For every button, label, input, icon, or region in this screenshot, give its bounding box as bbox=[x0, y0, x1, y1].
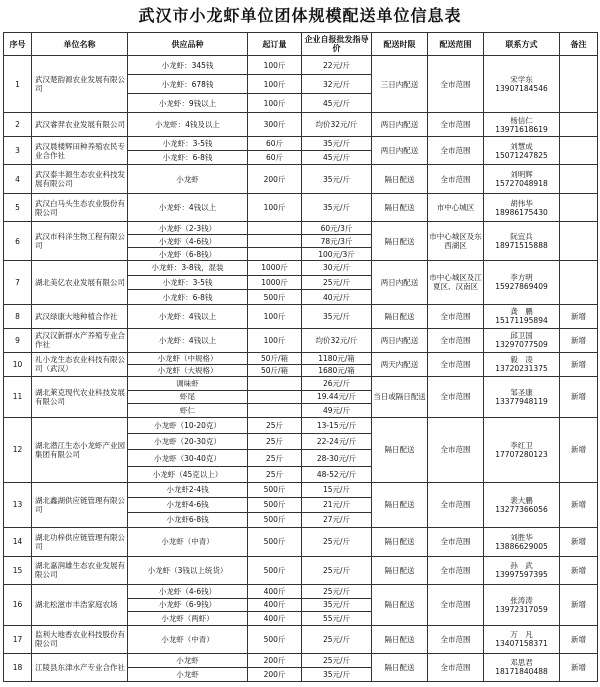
delivery-range-cell: 市中心城区及东西湖区 bbox=[428, 222, 484, 261]
company-name-cell: 礼小龙生态农业科技有限公司（武汉） bbox=[32, 352, 128, 376]
variety-cell: 小龙虾：678钱 bbox=[128, 75, 248, 94]
variety-cell: 小龙虾（6-9钱） bbox=[128, 598, 248, 612]
delivery-range-cell: 全市范围 bbox=[428, 56, 484, 113]
price-cell: 22-24元/斤 bbox=[302, 434, 372, 450]
header-row bbox=[4, 33, 598, 56]
company-name-cell: 湖北功梓供应链管理有限公司 bbox=[32, 527, 128, 556]
contact-cell: 龚 鹏 15171195894 bbox=[484, 304, 560, 328]
variety-cell: 小龙虾：4钱以上 bbox=[128, 328, 248, 352]
variety-cell: 小龙虾2-4钱 bbox=[128, 482, 248, 497]
note-cell: 新增 bbox=[560, 625, 598, 653]
note-cell: 新增 bbox=[560, 304, 598, 328]
table-row bbox=[4, 584, 598, 598]
company-name-cell: 武汉楚韵源农业发展有限公司 bbox=[32, 56, 128, 113]
price-cell: 13-15元/斤 bbox=[302, 417, 372, 433]
contact-cell: 胡伟华 18986175430 bbox=[484, 194, 560, 222]
min-order-cell: 1000斤 bbox=[248, 261, 302, 276]
contact-cell: 毅 凌 13720231375 bbox=[484, 352, 560, 376]
delivery-range-cell: 全市范围 bbox=[428, 328, 484, 352]
note-cell: 新增 bbox=[560, 556, 598, 584]
note-cell: 新增 bbox=[560, 482, 598, 527]
variety-cell: 小龙虾（4-6钱） bbox=[128, 235, 248, 248]
variety-cell: 小龙虾（20-30克） bbox=[128, 434, 248, 450]
serial-cell: 2 bbox=[4, 113, 32, 137]
note-cell: 新增 bbox=[560, 653, 598, 681]
price-cell: 均价32元/斤 bbox=[302, 113, 372, 137]
note-cell bbox=[560, 222, 598, 261]
contact-cell: 刘慧成 15071247825 bbox=[484, 137, 560, 165]
variety-cell: 小龙虾：4钱以上 bbox=[128, 194, 248, 222]
min-order-cell: 500斤 bbox=[248, 290, 302, 305]
delivery-range-cell: 市中心城区及江夏区、汉南区 bbox=[428, 261, 484, 305]
col-header: 序号 bbox=[4, 33, 32, 56]
variety-cell: 小龙虾（中青） bbox=[128, 625, 248, 653]
price-cell: 1180元/箱 bbox=[302, 352, 372, 364]
company-name-cell: 武汉市科洋生物工程有限公司 bbox=[32, 222, 128, 261]
note-cell bbox=[560, 165, 598, 194]
price-cell: 49元/斤 bbox=[302, 404, 372, 418]
variety-cell: 小龙虾：3-8钱，混装 bbox=[128, 261, 248, 276]
variety-cell: 小龙虾6-8钱 bbox=[128, 512, 248, 527]
delivery-time-cell: 隔日配送 bbox=[372, 584, 428, 625]
delivery-range-cell: 全市范围 bbox=[428, 113, 484, 137]
price-cell: 22元/斤 bbox=[302, 56, 372, 75]
variety-cell: 小龙虾4-6钱 bbox=[128, 497, 248, 512]
table-body bbox=[4, 56, 598, 682]
serial-cell: 8 bbox=[4, 304, 32, 328]
delivery-range-cell: 全市范围 bbox=[428, 417, 484, 482]
variety-cell: 小龙虾（4-6钱） bbox=[128, 584, 248, 598]
delivery-range-cell: 全市范围 bbox=[428, 165, 484, 194]
price-cell: 35元/斤 bbox=[302, 194, 372, 222]
variety-cell: 小龙虾：4钱以上 bbox=[128, 304, 248, 328]
min-order-cell bbox=[248, 248, 302, 261]
contact-cell: 刘胜华 13886629005 bbox=[484, 527, 560, 556]
table-row bbox=[4, 376, 598, 390]
serial-cell: 6 bbox=[4, 222, 32, 261]
delivery-range-cell: 全市范围 bbox=[428, 584, 484, 625]
delivery-time-cell: 当日或隔日配送 bbox=[372, 376, 428, 417]
note-cell: 新增 bbox=[560, 376, 598, 417]
contact-cell: 张涛涛 13972317059 bbox=[484, 584, 560, 625]
price-cell: 21元/斤 bbox=[302, 497, 372, 512]
delivery-time-cell: 两天内配送 bbox=[372, 352, 428, 376]
contact-cell: 李方明 15927869409 bbox=[484, 261, 560, 305]
delivery-time-cell: 隔日配送 bbox=[372, 417, 428, 482]
delivery-range-cell: 全市范围 bbox=[428, 352, 484, 376]
variety-cell: 小龙虾（45克以上） bbox=[128, 466, 248, 482]
contact-cell: 李红卫 17707280123 bbox=[484, 417, 560, 482]
contact-cell: 裴大鹏 13277366056 bbox=[484, 482, 560, 527]
min-order-cell: 100斤 bbox=[248, 56, 302, 75]
serial-cell: 7 bbox=[4, 261, 32, 305]
contact-cell: 孙 武 13997597395 bbox=[484, 556, 560, 584]
min-order-cell: 60斤 bbox=[248, 137, 302, 151]
delivery-time-cell: 隔日配送 bbox=[372, 556, 428, 584]
serial-cell: 17 bbox=[4, 625, 32, 653]
table-row bbox=[4, 417, 598, 433]
variety-cell: 小龙虾：345钱 bbox=[128, 56, 248, 75]
price-cell: 48-52元/斤 bbox=[302, 466, 372, 482]
company-name-cell: 江陵县东津水产专业合作社 bbox=[32, 653, 128, 681]
price-cell: 均价32元/斤 bbox=[302, 328, 372, 352]
table-row bbox=[4, 527, 598, 556]
variety-cell: 小龙虾：6-8钱 bbox=[128, 151, 248, 165]
variety-cell: 小龙虾（3钱以上统货） bbox=[128, 556, 248, 584]
contact-cell: 万 凡 13407158371 bbox=[484, 625, 560, 653]
supplier-table bbox=[3, 32, 598, 682]
min-order-cell: 300斤 bbox=[248, 113, 302, 137]
min-order-cell: 400斤 bbox=[248, 598, 302, 612]
price-cell: 25元/斤 bbox=[302, 625, 372, 653]
min-order-cell: 400斤 bbox=[248, 612, 302, 626]
min-order-cell: 500斤 bbox=[248, 497, 302, 512]
variety-cell: 小龙虾（两虾） bbox=[128, 612, 248, 626]
price-cell: 25元/斤 bbox=[302, 653, 372, 667]
price-cell: 55元/斤 bbox=[302, 612, 372, 626]
delivery-time-cell: 隔日配送 bbox=[372, 194, 428, 222]
min-order-cell: 200斤 bbox=[248, 653, 302, 667]
table-row bbox=[4, 261, 598, 276]
company-name-cell: 湖北松滋市丰浩家庭农场 bbox=[32, 584, 128, 625]
col-header: 企业自报批发指导价 bbox=[302, 33, 372, 56]
contact-cell: 刘明辉 15727048918 bbox=[484, 165, 560, 194]
company-name-cell: 湖北鑫湖供应链管理有限公司 bbox=[32, 482, 128, 527]
variety-cell: 小龙虾（2-3钱） bbox=[128, 222, 248, 235]
note-cell: 新增 bbox=[560, 328, 598, 352]
note-cell bbox=[560, 137, 598, 165]
delivery-range-cell: 全市范围 bbox=[428, 556, 484, 584]
price-cell: 40元/斤 bbox=[302, 290, 372, 305]
min-order-cell: 50斤/箱 bbox=[248, 364, 302, 376]
serial-cell: 18 bbox=[4, 653, 32, 681]
serial-cell: 5 bbox=[4, 194, 32, 222]
price-cell: 19.44元/斤 bbox=[302, 390, 372, 404]
company-name-cell: 武汉白马头生态农业股份有限公司 bbox=[32, 194, 128, 222]
table-row bbox=[4, 304, 598, 328]
table-row bbox=[4, 113, 598, 137]
price-cell: 30元/斤 bbox=[302, 261, 372, 276]
serial-cell: 9 bbox=[4, 328, 32, 352]
note-cell: 新增 bbox=[560, 527, 598, 556]
min-order-cell: 100斤 bbox=[248, 75, 302, 94]
variety-cell: 小龙虾：3-5钱 bbox=[128, 137, 248, 151]
company-name-cell: 湖北莱克现代农业科技发展有限公司 bbox=[32, 376, 128, 417]
col-header: 联系方式 bbox=[484, 33, 560, 56]
table-row bbox=[4, 165, 598, 194]
price-cell: 60元/3斤 bbox=[302, 222, 372, 235]
serial-cell: 4 bbox=[4, 165, 32, 194]
table-row bbox=[4, 137, 598, 151]
price-cell: 32元/斤 bbox=[302, 75, 372, 94]
price-cell: 1680元/箱 bbox=[302, 364, 372, 376]
delivery-range-cell: 全市范围 bbox=[428, 304, 484, 328]
delivery-time-cell: 隔日配送 bbox=[372, 222, 428, 261]
price-cell: 26元/斤 bbox=[302, 376, 372, 390]
min-order-cell: 25斤 bbox=[248, 466, 302, 482]
variety-cell: 小龙虾（30-40克） bbox=[128, 450, 248, 466]
serial-cell: 15 bbox=[4, 556, 32, 584]
min-order-cell: 100斤 bbox=[248, 328, 302, 352]
delivery-time-cell: 隔日配送 bbox=[372, 527, 428, 556]
delivery-time-cell: 两日内配送 bbox=[372, 328, 428, 352]
delivery-range-cell: 全市范围 bbox=[428, 625, 484, 653]
company-name-cell: 湖北美亿农业发展有限公司 bbox=[32, 261, 128, 305]
delivery-time-cell: 隔日配送 bbox=[372, 653, 428, 681]
min-order-cell: 400斤 bbox=[248, 584, 302, 598]
price-cell: 27元/斤 bbox=[302, 512, 372, 527]
variety-cell: 小龙虾（中规格） bbox=[128, 352, 248, 364]
delivery-range-cell: 全市范围 bbox=[428, 376, 484, 417]
price-cell: 45元/斤 bbox=[302, 151, 372, 165]
table-row bbox=[4, 222, 598, 235]
serial-cell: 16 bbox=[4, 584, 32, 625]
variety-cell: 虾仁 bbox=[128, 404, 248, 418]
page-title: 武汉市小龙虾单位团体规模配送单位信息表 bbox=[138, 6, 462, 25]
price-cell: 25元/斤 bbox=[302, 527, 372, 556]
note-cell bbox=[560, 194, 598, 222]
min-order-cell: 50斤/箱 bbox=[248, 352, 302, 364]
price-cell: 15元/斤 bbox=[302, 482, 372, 497]
serial-cell: 13 bbox=[4, 482, 32, 527]
col-header: 起订量 bbox=[248, 33, 302, 56]
delivery-range-cell: 市中心城区 bbox=[428, 194, 484, 222]
company-name-cell: 武汉睿羿农业发展有限公司 bbox=[32, 113, 128, 137]
delivery-time-cell: 两日内配送 bbox=[372, 261, 428, 305]
contact-cell: 邱卫国 13297077509 bbox=[484, 328, 560, 352]
price-cell: 45元/斤 bbox=[302, 94, 372, 113]
delivery-range-cell: 全市范围 bbox=[428, 482, 484, 527]
note-cell: 新增 bbox=[560, 584, 598, 625]
min-order-cell: 100斤 bbox=[248, 94, 302, 113]
delivery-range-cell: 全市范围 bbox=[428, 137, 484, 165]
price-cell: 78元/3斤 bbox=[302, 235, 372, 248]
delivery-time-cell: 隔日配送 bbox=[372, 304, 428, 328]
min-order-cell: 200斤 bbox=[248, 165, 302, 194]
company-name-cell: 武汉晨楼辉田种养殖农民专业合作社 bbox=[32, 137, 128, 165]
table-row bbox=[4, 56, 598, 75]
delivery-range-cell: 全市范围 bbox=[428, 527, 484, 556]
delivery-time-cell: 隔日配送 bbox=[372, 482, 428, 527]
min-order-cell bbox=[248, 390, 302, 404]
company-name-cell: 武汉泰丰源生态农业科技发展有限公司 bbox=[32, 165, 128, 194]
serial-cell: 14 bbox=[4, 527, 32, 556]
min-order-cell bbox=[248, 235, 302, 248]
variety-cell: 小龙虾（大规格） bbox=[128, 364, 248, 376]
price-cell: 35元/斤 bbox=[302, 137, 372, 151]
delivery-time-cell: 两日内配送 bbox=[372, 137, 428, 165]
min-order-cell: 500斤 bbox=[248, 482, 302, 497]
delivery-time-cell: 两日内配送 bbox=[372, 113, 428, 137]
price-cell: 25元/斤 bbox=[302, 584, 372, 598]
serial-cell: 11 bbox=[4, 376, 32, 417]
price-cell: 35元/斤 bbox=[302, 667, 372, 681]
delivery-range-cell: 全市范围 bbox=[428, 653, 484, 681]
company-name-cell: 武汉绿康大地种植合作社 bbox=[32, 304, 128, 328]
min-order-cell: 1000斤 bbox=[248, 275, 302, 290]
delivery-time-cell: 三日内配送 bbox=[372, 56, 428, 113]
min-order-cell: 25斤 bbox=[248, 434, 302, 450]
min-order-cell bbox=[248, 222, 302, 235]
contact-cell: 杨信仁 13971618619 bbox=[484, 113, 560, 137]
contact-cell: 邹圣康 13377948119 bbox=[484, 376, 560, 417]
min-order-cell bbox=[248, 404, 302, 418]
min-order-cell: 500斤 bbox=[248, 512, 302, 527]
min-order-cell: 25斤 bbox=[248, 450, 302, 466]
min-order-cell bbox=[248, 376, 302, 390]
variety-cell: 小龙虾：4钱及以上 bbox=[128, 113, 248, 137]
table-row bbox=[4, 653, 598, 667]
table-row bbox=[4, 194, 598, 222]
contact-cell: 宋学东 13907184546 bbox=[484, 56, 560, 113]
price-cell: 35元/斤 bbox=[302, 598, 372, 612]
price-cell: 25元/斤 bbox=[302, 556, 372, 584]
note-cell: 新增 bbox=[560, 417, 598, 482]
contact-cell: 邓思君 18171840488 bbox=[484, 653, 560, 681]
delivery-time-cell: 隔日配送 bbox=[372, 625, 428, 653]
price-cell: 100元/3斤 bbox=[302, 248, 372, 261]
company-name-cell: 武汉汉新群水产养殖专业合作社 bbox=[32, 328, 128, 352]
note-cell bbox=[560, 56, 598, 113]
note-cell bbox=[560, 261, 598, 305]
variety-cell: 小龙虾：9钱以上 bbox=[128, 94, 248, 113]
price-cell: 28-30元/斤 bbox=[302, 450, 372, 466]
table-row bbox=[4, 556, 598, 584]
variety-cell: 虾尾 bbox=[128, 390, 248, 404]
company-name-cell: 湖北嘉润雄生态农业发展有限公司 bbox=[32, 556, 128, 584]
col-header: 配送时限 bbox=[372, 33, 428, 56]
price-cell: 35元/斤 bbox=[302, 165, 372, 194]
variety-cell: 小龙虾 bbox=[128, 653, 248, 667]
serial-cell: 12 bbox=[4, 417, 32, 482]
min-order-cell: 500斤 bbox=[248, 527, 302, 556]
price-cell: 35元/斤 bbox=[302, 304, 372, 328]
min-order-cell: 60斤 bbox=[248, 151, 302, 165]
serial-cell: 3 bbox=[4, 137, 32, 165]
note-cell bbox=[560, 113, 598, 137]
serial-cell: 10 bbox=[4, 352, 32, 376]
table-row bbox=[4, 625, 598, 653]
note-cell: 新增 bbox=[560, 352, 598, 376]
min-order-cell: 500斤 bbox=[248, 625, 302, 653]
serial-cell: 1 bbox=[4, 56, 32, 113]
variety-cell: 小龙虾（10-20克） bbox=[128, 417, 248, 433]
table-row bbox=[4, 482, 598, 497]
col-header: 备注 bbox=[560, 33, 598, 56]
variety-cell: 小龙虾（中青） bbox=[128, 527, 248, 556]
table-row bbox=[4, 328, 598, 352]
contact-cell: 阮宜兵 18971515888 bbox=[484, 222, 560, 261]
col-header: 单位名称 bbox=[32, 33, 128, 56]
min-order-cell: 100斤 bbox=[248, 304, 302, 328]
variety-cell: 小龙虾 bbox=[128, 667, 248, 681]
variety-cell: 小龙虾：3-5钱 bbox=[128, 275, 248, 290]
col-header: 供应品种 bbox=[128, 33, 248, 56]
min-order-cell: 500斤 bbox=[248, 556, 302, 584]
delivery-time-cell: 隔日配送 bbox=[372, 165, 428, 194]
variety-cell: 小龙虾（6-8钱） bbox=[128, 248, 248, 261]
variety-cell: 调味虾 bbox=[128, 376, 248, 390]
min-order-cell: 100斤 bbox=[248, 194, 302, 222]
col-header: 配送范围 bbox=[428, 33, 484, 56]
table-row bbox=[4, 352, 598, 364]
company-name-cell: 湖北潜江生态小龙虾产业园集团有限公司 bbox=[32, 417, 128, 482]
variety-cell: 小龙虾：6-8钱 bbox=[128, 290, 248, 305]
price-cell: 25元/斤 bbox=[302, 275, 372, 290]
min-order-cell: 200斤 bbox=[248, 667, 302, 681]
min-order-cell: 25斤 bbox=[248, 417, 302, 433]
company-name-cell: 监利大地香农业科技股份有限公司 bbox=[32, 625, 128, 653]
variety-cell: 小龙虾 bbox=[128, 165, 248, 194]
